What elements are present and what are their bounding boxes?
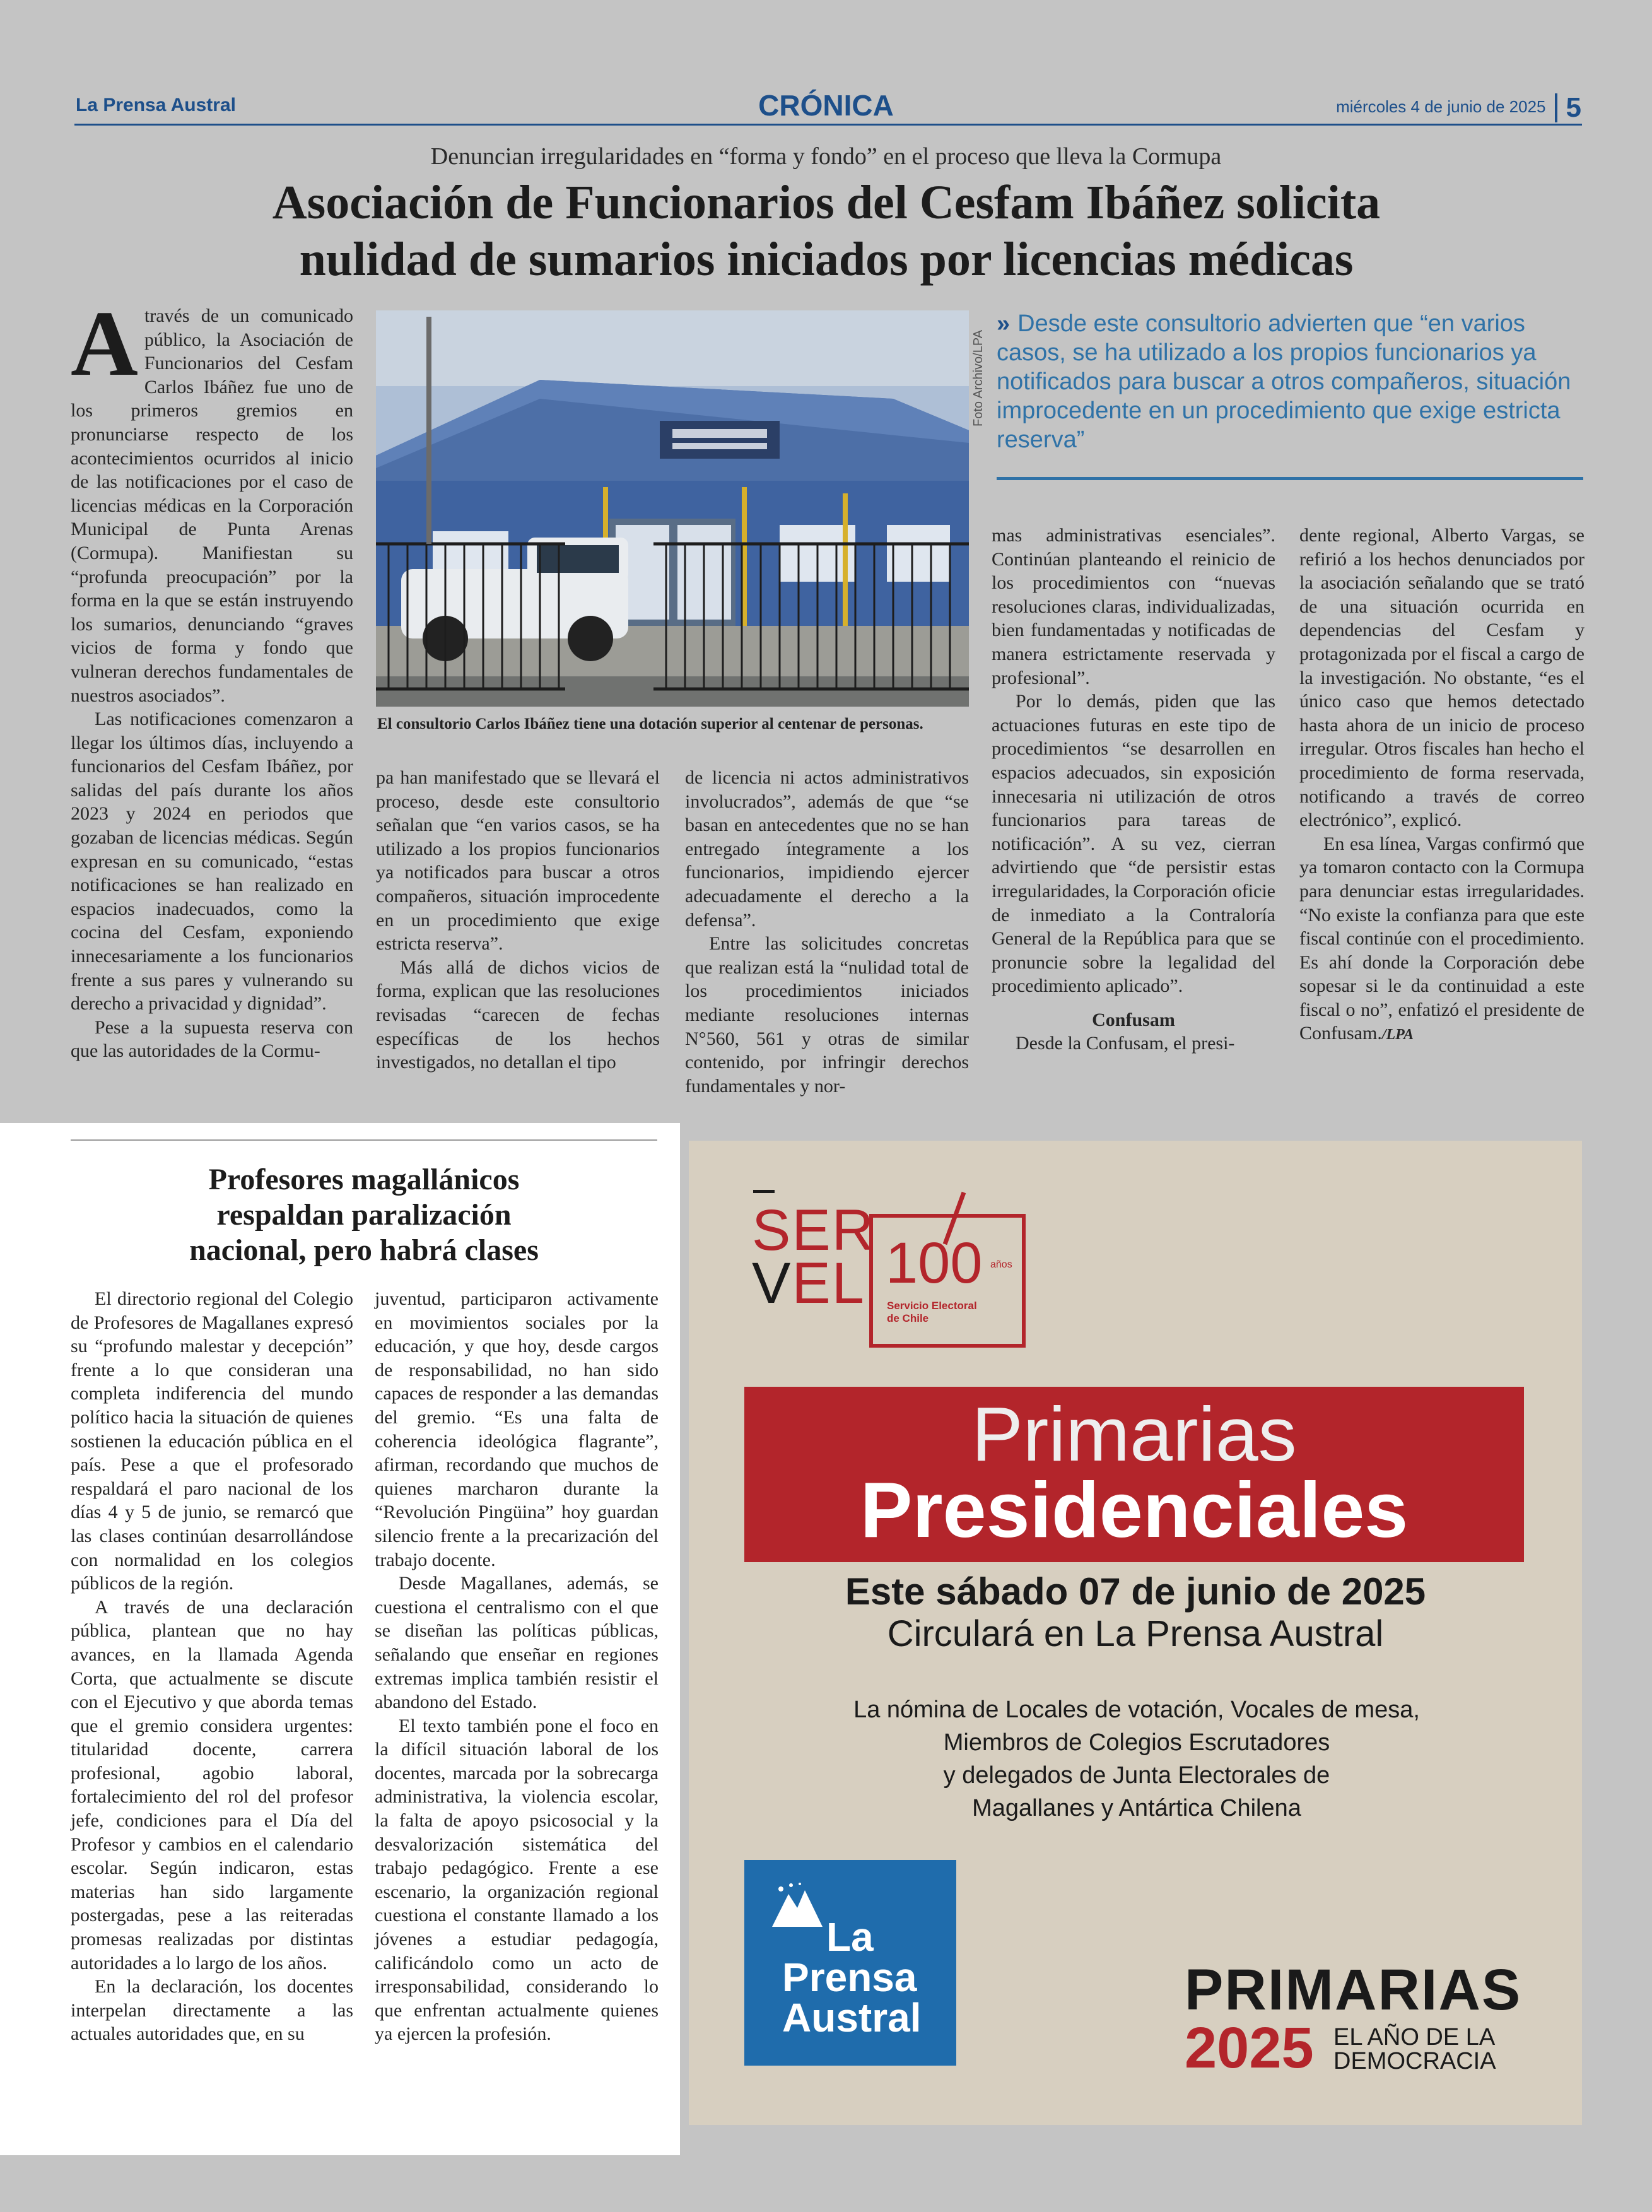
teachers-article-title: [71, 1162, 657, 1268]
servel-100-number: 100: [886, 1231, 983, 1295]
masthead-brand: La Prensa Austral: [76, 95, 236, 115]
primarias-tagline: EL AÑO DE LA DEMOCRACIA: [1333, 2024, 1496, 2074]
primarias-word: PRIMARIAS: [1185, 1958, 1522, 2022]
lpa-logo-text: La Prensa Austral: [782, 1914, 922, 2040]
paragraph: pa han manifestado que se llevará el proceso, desde este consultorio señalan que “en varios casos, se ha utilizado a los propios funcionarios ya notificados para buscar a otros compañeros, situación improcedente en un procedimiento que exige estricta reserva”.: [376, 767, 660, 955]
pull-quote-text: Desde este consultorio advierten que “en varios casos, se ha utilizado a los propios funcionarios ya notificados para buscar a otros compañeros, situación improcedente en un procedimiento que exige estricta reserva”: [997, 310, 1571, 453]
clinic-photo: [376, 310, 969, 707]
ad-circulation-line: Circulará en La Prensa Austral: [887, 1613, 1384, 1654]
nomina-line: Magallanes y Antártica Chilena: [972, 1795, 1301, 1821]
article-column-4: [992, 524, 1275, 1056]
primarias-year: 2025: [1185, 2016, 1314, 2080]
title-line-3: nacional, pero habrá clases: [189, 1233, 539, 1267]
paragraph: El texto también pone el foco en la difícil situación laboral de los docentes, marcada por la sobrecarga administrativa, la violencia escolar, la falta de apoyo psicosocial y la desvalorización sistemática del trabajo pedagógico. Frente a ese escenario, la organización regional cuestiona el constante llamado a los jóvenes a estudiar pedagogía, calificándolo como un acto de irresponsabilidad, considerando lo que enfrentan actualmente quienes ya ejercen la profesión.: [375, 1715, 659, 2045]
headline-line-1: Asociación de Funcionarios del Cesfam Ibáñez solicita: [272, 176, 1381, 229]
clinic-building-image: [376, 310, 969, 707]
paragraph: En la declaración, los docentes interpelan directamente a las actuales autoridades que, en su: [71, 1976, 353, 2045]
pull-quote: [997, 309, 1583, 454]
paragraph: Entre las solicitudes concretas que realizan está la “nulidad total de los procedimientos iniciados mediante resoluciones internas N°560, 561 y otras de similar contenido, por infringir derechos fundamentales y nor-: [685, 933, 969, 1097]
section-title: CRÓNICA: [758, 89, 894, 122]
paragraph: Desde Magallanes, además, se cuestiona el centralismo con el que se diseñan las políticas públicas, señalando que enseñar en regiones extremas implica también resistir el abandono del Estado.: [375, 1573, 659, 1713]
servel-accent-bar: [753, 1190, 775, 1193]
nomina-line: Miembros de Colegios Escrutadores: [943, 1729, 1330, 1756]
confusam-subhead: Confusam: [1092, 1009, 1175, 1030]
servel-anos: años: [990, 1259, 1012, 1270]
nomina-line: y delegados de Junta Electorales de: [943, 1762, 1330, 1789]
ad-nomina-text: [790, 1693, 1484, 1825]
page-date: [1336, 92, 1581, 124]
paragraph: Las notificaciones comenzaron a llegar los últimos días, incluyendo a funcionarios del Cesfam Ibáñez, por salidas del país durante los años 2023 y 2024 en periodos que gozaban de licencias médicas. Según expresan en su comunicado, “estas notificaciones se han realizado en espacios inadecuados, como la cocina del Cesfam, exponiendo innecesariamente a los funcionarios frente a sus pares y vulnerando su derecho a privacidad y dignidad”.: [71, 709, 353, 1015]
primarias-2025-logo: [1185, 1958, 1538, 2080]
article-column-3: [685, 766, 969, 1098]
paragraph: de licencia ni actos administrativos involucrados”, además de que “se basan en antecedentes que no se han entregado íntegramente a los funcionarios, impidiendo ejercer adecuadamente el derecho a la defensa”.: [685, 767, 969, 931]
servel-logo-text: [752, 1198, 876, 1315]
servel-line-2: VEL: [752, 1251, 865, 1315]
banner-line-1: Primarias: [971, 1391, 1297, 1477]
drop-cap: A: [71, 292, 138, 396]
photo-caption: El consultorio Carlos Ibáñez tiene una dotación superior al centenar de personas.: [377, 715, 923, 732]
paragraph: En esa línea, Vargas confirmó que ya tomaron contacto con la Cormupa para denunciar estas irregularidades. “No existe la confianza para que este fiscal continúe con el procedimiento. Es ahí donde la Corporación debe sopesar si le da continuidad a este fiscal o no”, enfatizó el presidente de Confusam./LPA: [1299, 833, 1585, 1044]
article-headline: [126, 174, 1526, 288]
paragraph: A través de una declaración pública, plantean que no hay avances, en la llamada Agenda Corta, que actualmente se discute con el Ejecutivo y que aborda temas que el gremio considera urgentes: titularidad docente, carrera profesional, agobio laboral, fortalecimiento del rol del profesor jefe, condiciones para el Día del Profesor y cambios en el calendario escolar. Según indicaron, estas materias han sido largamente postergadas, pese a las reiteradas promesas realizadas por distintas autoridades a lo largo de los años.: [71, 1596, 353, 1974]
section-rule: [71, 1139, 657, 1141]
article-kicker: Denuncian irregularidades en “forma y fondo” en el proceso que lleva la Cormupa: [430, 143, 1222, 170]
double-chevron-icon: »: [997, 310, 1011, 337]
la-prensa-austral-logo: [744, 1860, 956, 2066]
paragraph: Por lo demás, piden que las actuaciones futuras en este tipo de procedimientos “se desarrollen en espacios adecuados, sin exposición innecesaria ni utilización de otros funcionarios para tareas de notificación”. A su vez, cierran advirtiendo que “de persistir estas irregularidades, la Corporación oficie de inmediato a la Contraloría General de la República para que se pronuncie sobre la legalidad del procedimiento aplicado”.: [992, 691, 1275, 997]
paragraph: Através de un comunicado público, la Asociación de Funcionarios del Cesfam Carlos Ibáñez fue uno de los primeros gremios en pronunciarse respecto de los acontecimientos ocurridos al inicio de las notificaciones por el caso de licencias médicas en la Corporación Municipal de Punta Arenas (Cormupa). Manifiestan su “profunda preocupación” por la forma en la que se están instruyendo los sumarios, denunciando “graves vicios de forma y fondo que vulneran derechos fundamentales de nuestros asociados”.: [71, 292, 353, 706]
paragraph: El directorio regional del Colegio de Profesores de Magallanes expresó su “profundo malestar y decepción” frente a lo que consideran una completa indiferencia del mundo político hacia la situación de quienes sostienen la educación pública en el país. Pese a que el profesorado respaldará el paro nacional de los días 4 y 5 de junio, se remarcó que las clases continúan desarrollándose con normalidad en los colegios públicos de la región.: [71, 1288, 353, 1594]
paragraph: Más allá de dichos vicios de forma, explican que las resoluciones revisadas “carecen de fechas específicas de los hechos investigados, no detallan el tipo: [376, 956, 660, 1073]
date-text: miércoles 4 de junio de 2025: [1336, 97, 1546, 116]
photo-credit: Foto Archivo/LPA: [971, 329, 985, 427]
pull-quote-rule: [997, 477, 1583, 480]
paragraph: Pese a la supuesta reserva con que las autoridades de la Cormu-: [71, 1016, 353, 1062]
ad-date-line: Este sábado 07 de junio de 2025: [845, 1570, 1426, 1613]
title-line-2: respaldan paralización: [216, 1198, 512, 1232]
article-column-2: [376, 766, 660, 1074]
primarias-banner: [744, 1387, 1524, 1562]
banner-line-2: Presidenciales: [860, 1467, 1409, 1554]
header-rule: [74, 124, 1582, 126]
paragraph: juventud, participaron activamente en movimientos sociales por la educación, y que hoy, desde cargos de responsabilidad, no han sido capaces de responder a las demandas del gremio. “Es una falta de coherencia ideológica flagrante”, afirman, recordando que muchos de quienes marcharon durante la “Revolución Pingüina” hoy guardan silencio frente a la precarización del trabajo docente.: [375, 1288, 659, 1570]
paragraph: Desde la Confusam, el presi-: [1016, 1033, 1235, 1054]
teachers-column-1: [71, 1287, 353, 2046]
headline-line-2: nulidad de sumarios iniciados por licencias médicas: [299, 233, 1354, 286]
article-column-5: [1299, 524, 1585, 1047]
header-separator: [1555, 93, 1557, 122]
servel-line-1: SER: [752, 1198, 876, 1262]
servel-advertisement: [689, 1141, 1582, 2125]
page-number: 5: [1566, 92, 1581, 123]
author-signature: /LPA: [1381, 1027, 1414, 1044]
paragraph: dente regional, Alberto Vargas, se refirió a los hechos denunciados por la asociación señalando que se trató de una situación ocurrida en dependencias del Cesfam y protagonizada por el fiscal a cargo de la investigación. No obstante, “es el único caso que hemos detectado hasta ahora de un inicio de proceso irregular. Otros fiscales han hecho el procedimiento de forma reservada, notificando a través de correo electrónico”, explicó.: [1299, 525, 1585, 831]
teachers-column-2: [375, 1287, 659, 2046]
article-column-1: [71, 292, 353, 1063]
servel-subtitle: Servicio Electoral de Chile: [887, 1300, 977, 1324]
title-line-1: Profesores magallánicos: [208, 1163, 520, 1196]
nomina-line: La nómina de Locales de votación, Vocales de mesa,: [853, 1697, 1420, 1723]
paragraph: mas administrativas esenciales”. Continúan planteando el reinicio de los procedimientos con “nuevas resoluciones claras, individualizadas, bien fundamentadas y notificadas de manera estrictamente reservada y profesional”.: [992, 525, 1275, 688]
servel-100-badge: [869, 1214, 1026, 1348]
